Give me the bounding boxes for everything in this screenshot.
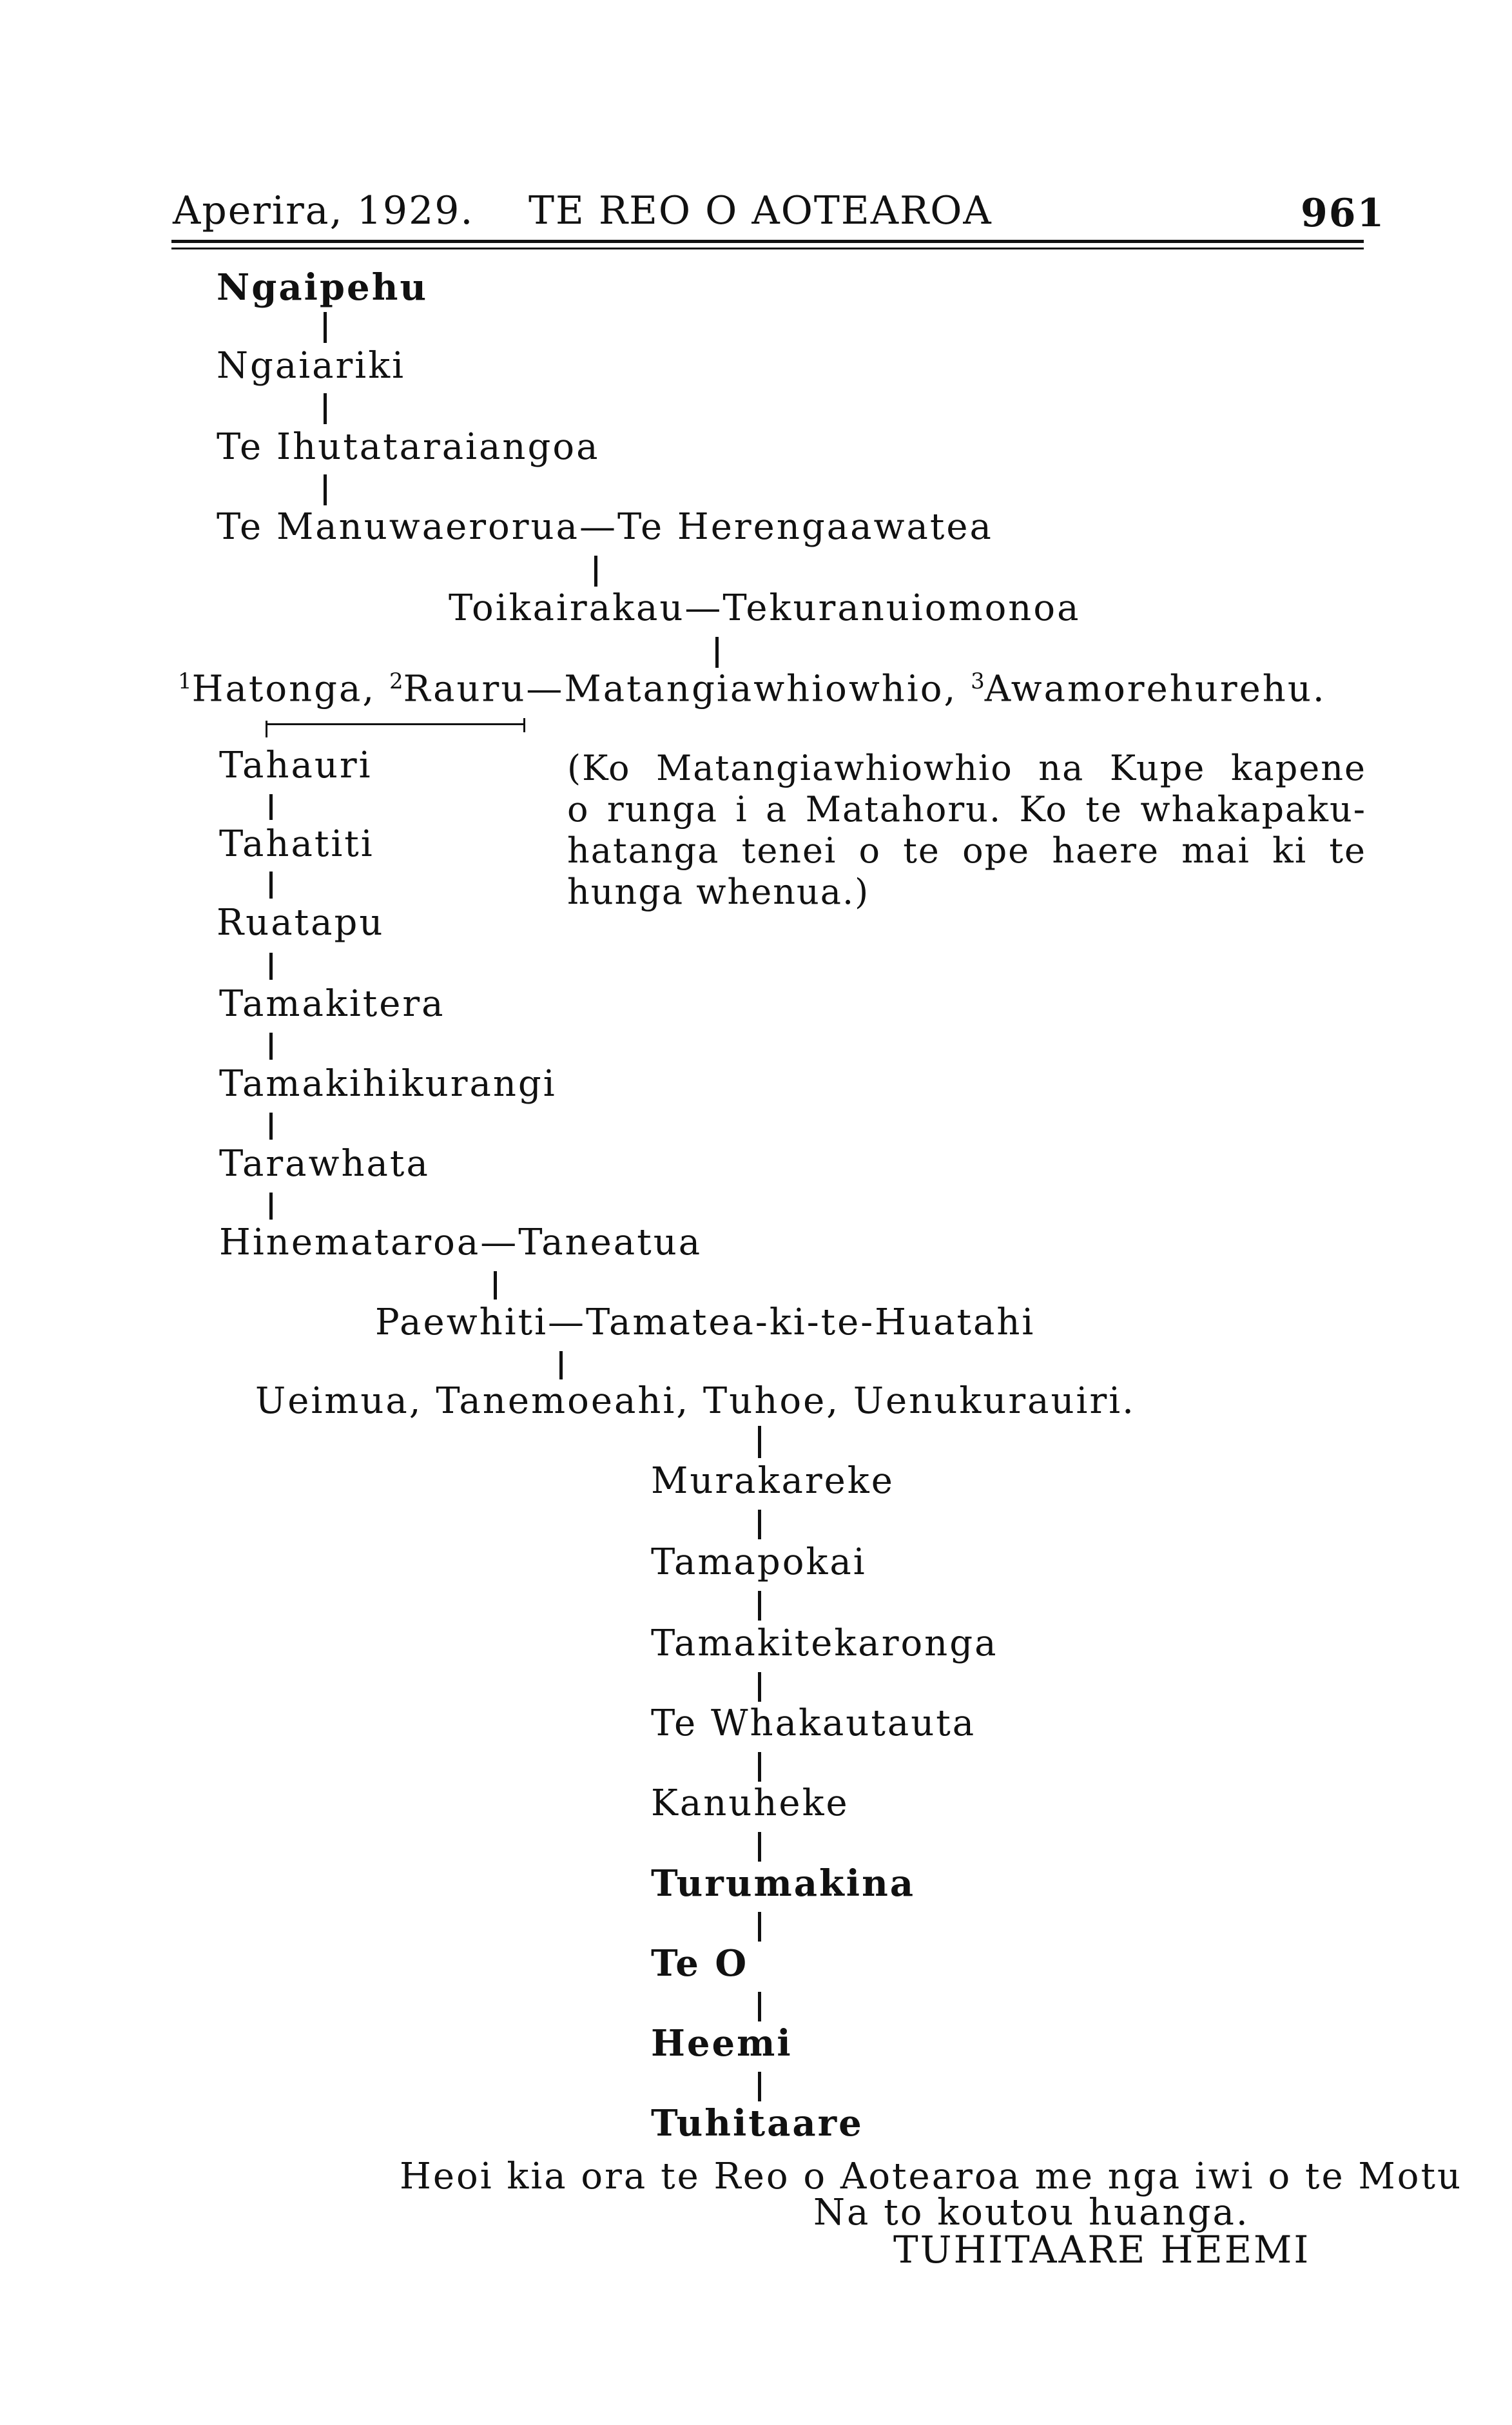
descent-line	[715, 637, 719, 668]
descent-line	[269, 794, 273, 820]
marriage-dash: —	[579, 506, 617, 548]
descent-line	[758, 1912, 761, 1942]
marriage-dash: —	[548, 1301, 586, 1343]
name-tahauri: Tahauri	[219, 745, 373, 786]
descent-line	[758, 1591, 761, 1621]
name-ngaipehu: Ngaipehu	[217, 266, 429, 309]
descent-line	[269, 1193, 273, 1220]
footnote-marker: 3	[971, 668, 985, 694]
closing-line-2: Na to koutou huanga.	[813, 2192, 1250, 2234]
name-tahatiti: Tahatiti	[219, 823, 374, 865]
name-tamakitekaronga: Tamakitekaronga	[651, 1622, 998, 1664]
name-hinemataroa: Hinemataroa	[219, 1222, 481, 1263]
descent-line	[758, 1672, 761, 1702]
descent-line	[758, 2072, 761, 2101]
descent-line	[594, 556, 597, 587]
name-tekuranuiomonoa: Tekuranuiomonoa	[722, 587, 1081, 629]
name-toikairakau: Toikairakau	[449, 587, 685, 629]
bracket-tick	[523, 718, 525, 732]
marriage-dash: —	[526, 668, 565, 710]
descent-line	[758, 1510, 761, 1539]
descent-line	[758, 1426, 761, 1458]
name-heemi: Heemi	[651, 2022, 793, 2065]
footnote-marker: 1	[178, 668, 192, 694]
name-tuhitaare: Tuhitaare	[651, 2102, 864, 2145]
name-taneatua: Taneatua	[518, 1222, 703, 1263]
name-paewhiti: Paewhiti	[375, 1301, 548, 1343]
footnote-marker: 2	[389, 668, 403, 694]
marriage-dash: —	[480, 1222, 519, 1263]
descent-line	[269, 1113, 273, 1140]
header-rule-bottom	[171, 248, 1364, 249]
marriage-hinemataroa-taneatua	[219, 1222, 703, 1263]
marriage-manuwaerorua-herengaawatea	[217, 506, 993, 548]
header-date: Aperira, 1929.	[173, 188, 474, 233]
children-row-2: Ueimua, Tanemoeahi, Tuhoe, Uenukurauiri.	[255, 1380, 1136, 1422]
descent-line	[324, 312, 327, 343]
page-number: 961	[1301, 191, 1386, 236]
bracket-tick	[266, 721, 267, 737]
descent-line	[758, 1752, 761, 1782]
note-line-2: o runga i a Matahoru. Ko te whakapaku-	[567, 789, 1366, 830]
name-kanuheke: Kanuheke	[651, 1782, 849, 1824]
descent-line	[269, 953, 273, 980]
name-ngaiariki: Ngaiariki	[217, 345, 406, 387]
name-murakareke: Murakareke	[651, 1460, 895, 1502]
descent-line	[324, 474, 327, 505]
children-row	[178, 670, 1326, 708]
name-awamorehurehu: Awamorehurehu.	[984, 668, 1326, 710]
name-tamatea-ki-te-huatahi: Tamatea-ki-te-Huatahi	[586, 1301, 1036, 1343]
name-tamakihikurangi: Tamakihikurangi	[219, 1063, 557, 1105]
name-rauru: Rauru	[403, 668, 527, 710]
descent-line	[758, 1832, 761, 1862]
marriage-toikairakau-tekuranuiomonoa	[449, 587, 1081, 629]
name-te-whakautauta: Te Whakautauta	[651, 1702, 976, 1744]
note-line-1: (Ko Matangiawhiowhio na Kupe kapene	[567, 748, 1366, 788]
header-rule-top	[171, 240, 1364, 243]
descent-line	[269, 1033, 273, 1060]
descent-line	[758, 1992, 761, 2021]
name-te-manuwaerorua: Te Manuwaerorua	[217, 506, 579, 548]
signature: TUHITAARE HEEMI	[893, 2228, 1311, 2272]
marriage-paewhiti-tamatea	[375, 1301, 1036, 1343]
name-hatonga: Hatonga,	[191, 668, 376, 710]
name-matangiawhiowhio: Matangiawhiowhio,	[564, 668, 958, 710]
name-tamapokai: Tamapokai	[651, 1541, 867, 1583]
descent-line	[559, 1351, 563, 1379]
bracket-line	[267, 723, 525, 725]
name-te-ihutataraiangoa: Te Ihutataraiangoa	[217, 426, 600, 468]
name-tarawhata: Tarawhata	[219, 1143, 430, 1185]
name-te-o: Te O	[651, 1942, 749, 1985]
descent-line	[269, 872, 273, 899]
name-tamakitera: Tamakitera	[219, 983, 445, 1025]
note-line-4: hunga whenua.)	[567, 872, 870, 912]
closing-line-1: Heoi kia ora te Reo o Aotearoa me nga iwi o te Motu	[400, 2156, 1463, 2197]
note-line-3: hatanga tenei o te ope haere mai ki te	[567, 830, 1366, 871]
name-te-herengaawatea: Te Herengaawatea	[617, 506, 993, 548]
name-turumakina: Turumakina	[651, 1862, 916, 1905]
marriage-dash: —	[684, 587, 723, 629]
explanatory-note	[567, 748, 1366, 913]
descent-line	[324, 393, 327, 424]
name-ruatapu: Ruatapu	[217, 902, 385, 944]
header-title: TE REO O AOTEAROA	[528, 188, 993, 233]
descent-line	[494, 1271, 497, 1300]
